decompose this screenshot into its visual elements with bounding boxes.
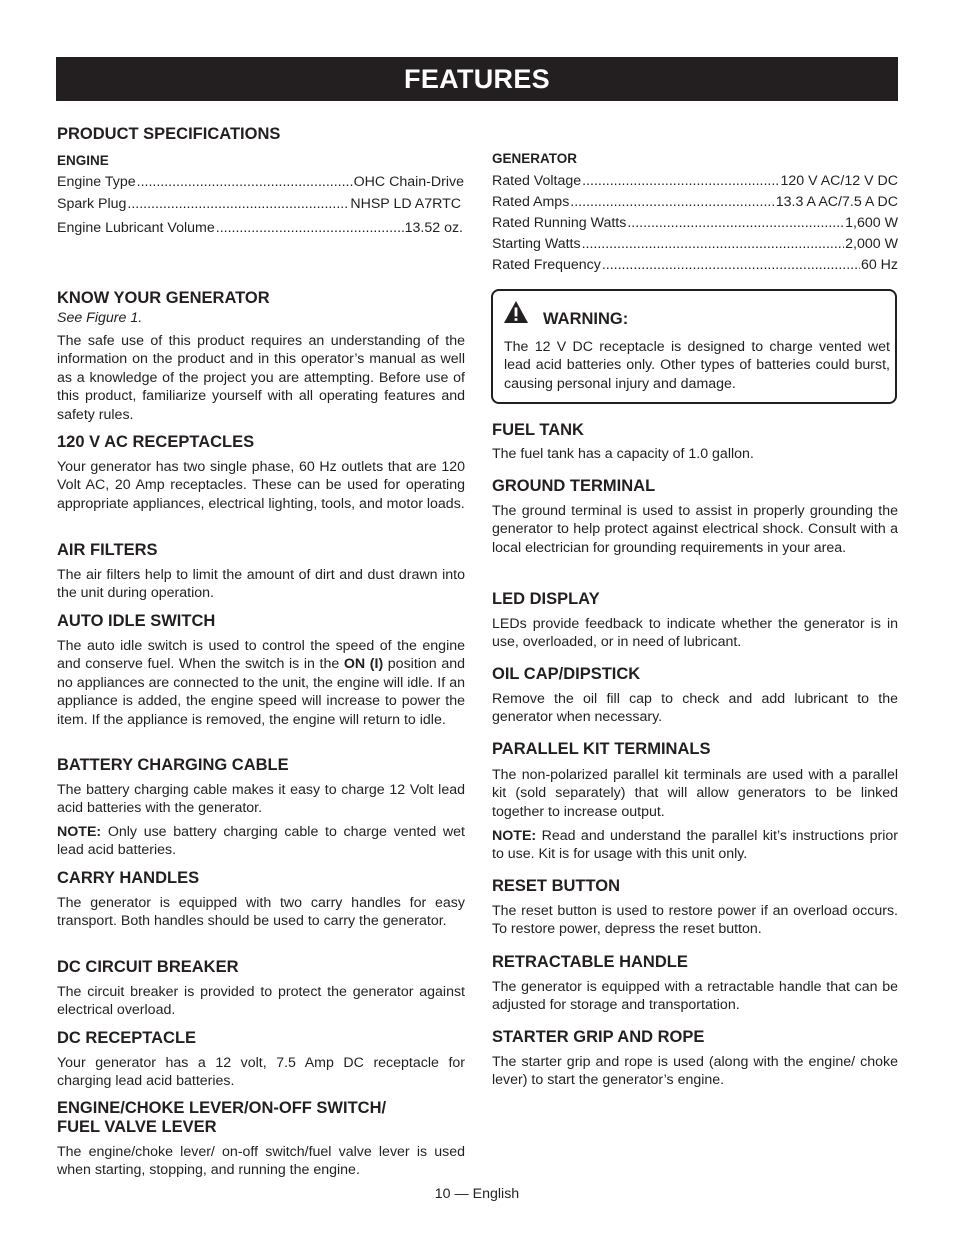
fuel-heading: FUEL TANK — [492, 421, 584, 439]
starter-heading: STARTER GRIP AND ROPE — [492, 1028, 705, 1046]
leader-dots — [602, 256, 860, 274]
fuel-text: The fuel tank has a capacity of 1.0 gallon. — [492, 446, 754, 462]
spec-value: OHC Chain-Drive — [353, 174, 464, 190]
leader-dots — [627, 214, 844, 232]
ac-text: Your generator has two single phase, 60 Hz outlets that are 120 Volt AC, 20 Amp receptacles. These can be used for operating appropriate appliances, electrical lighting, tools, and motor loads. — [57, 459, 465, 512]
spec-label: Rated Frequency — [492, 257, 601, 273]
generator-heading: GENERATOR — [492, 151, 578, 166]
idle-text: The auto idle switch is used to control the speed of the engine and conserve fuel. When the switch is in the ON (I) position and no appliances are connected to the unit, the engine will idle. If an appliance is added, the engine speed will increase to power the item. If the appliance is removed, the engine will return to idle. — [57, 638, 465, 728]
air-text: The air filters help to limit the amount of dirt and dust drawn into the unit during operation. — [57, 567, 465, 602]
spec-label: Engine Type — [57, 174, 136, 190]
figure-reference: See Figure 1. — [57, 310, 143, 326]
spec-label: Rated Running Watts — [492, 215, 627, 231]
spec-label: Rated Amps — [492, 194, 570, 210]
dc-heading: DC RECEPTACLE — [57, 1029, 197, 1047]
ground-text: The ground terminal is used to assist in properly grounding the generator to help protect against electrical shock. Consult with a local electrician for grounding requirements in your area. — [492, 503, 898, 556]
air-heading: AIR FILTERS — [57, 541, 158, 559]
battery-heading: BATTERY CHARGING CABLE — [57, 756, 289, 774]
starter-text: The starter grip and rope is used (along with the engine/ choke lever) to start the generator’s engine. — [492, 1054, 898, 1089]
parallel-note: NOTE: Read and understand the parallel kit’s instructions prior to use. Kit is for usage with this unit only. — [492, 828, 898, 863]
choke-heading: ENGINE/CHOKE LEVER/ON-OFF SWITCH/ FUEL VALVE LEVER — [57, 1099, 387, 1136]
ground-heading: GROUND TERMINAL — [492, 477, 656, 495]
right-column — [492, 0, 898, 1235]
retract-heading: RETRACTABLE HANDLE — [492, 953, 688, 971]
spec-value: 120 V AC/12 V DC — [780, 173, 898, 189]
battery-text: The battery charging cable makes it easy to charge 12 Volt lead acid batteries with the generator. — [57, 782, 465, 817]
leader-dots — [127, 195, 349, 213]
carry-heading: CARRY HANDLES — [57, 869, 200, 887]
spec-value: 60 Hz — [860, 257, 898, 273]
oil-heading: OIL CAP/DIPSTICK — [492, 665, 641, 683]
spec-row-lubricant-volume — [57, 219, 463, 237]
leader-dots — [137, 173, 353, 191]
spec-value: NHSP LD A7RTC — [350, 196, 461, 212]
note-label: NOTE: — [57, 824, 102, 840]
know-heading: KNOW YOUR GENERATOR — [57, 289, 270, 307]
retract-text: The generator is equipped with a retractable handle that can be adjusted for storage and transportation. — [492, 979, 898, 1014]
led-heading: LED DISPLAY — [492, 590, 600, 608]
engine-heading: ENGINE — [57, 153, 109, 168]
know-text: The safe use of this product requires an understanding of the information on the product and in this operator’s manual as well as a knowledge of the project you are attempting. Before use of this product, familiarize yourself with all operating features and safety rules. — [57, 333, 465, 423]
battery-note: NOTE: Only use battery charging cable to charge vented wet lead acid batteries. — [57, 824, 465, 859]
spec-row-running-watts — [492, 214, 898, 232]
warning-text: The 12 V DC receptacle is designed to charge vented wet lead acid batteries only. Other types of batteries could burst, causing personal injury and damage. — [504, 339, 890, 392]
spec-row-rated-voltage — [492, 172, 898, 190]
oil-text: Remove the oil fill cap to check and add lubricant to the generator when necessary. — [492, 691, 898, 726]
leader-dots — [570, 193, 774, 211]
reset-heading: RESET BUTTON — [492, 877, 621, 895]
spec-value: 1,600 W — [845, 215, 898, 231]
breaker-heading: DC CIRCUIT BREAKER — [57, 958, 239, 976]
spec-row-rated-amps — [492, 193, 898, 211]
ac-heading: 120 V AC RECEPTACLES — [57, 433, 255, 451]
spec-row-rated-frequency — [492, 256, 898, 274]
spec-label: Starting Watts — [492, 236, 581, 252]
spec-row-engine-type — [57, 173, 464, 191]
on-switch-label: ON (I) — [343, 656, 384, 673]
spec-row-starting-watts — [492, 235, 898, 253]
dc-text: Your generator has a 12 volt, 7.5 Amp DC receptacle for charging lead acid batteries. — [57, 1055, 465, 1090]
leader-dots — [582, 235, 845, 253]
idle-heading: AUTO IDLE SWITCH — [57, 612, 216, 630]
parallel-heading: PARALLEL KIT TERMINALS — [492, 740, 711, 758]
left-column — [57, 0, 465, 1235]
leader-dots — [216, 219, 404, 237]
breaker-text: The circuit breaker is provided to protect the generator against electrical overload. — [57, 984, 465, 1019]
page-footer: 10 — English — [434, 1186, 520, 1202]
led-text: LEDs provide feedback to indicate whether the generator is in use, overloaded, or in need of lubricant. — [492, 616, 898, 651]
warning-box — [491, 289, 897, 404]
spec-label: Spark Plug — [57, 196, 127, 212]
parallel-text: The non-polarized parallel kit terminals are used with a parallel kit (sold separately) that will allow generators to be linked together to increase output. — [492, 767, 898, 820]
carry-text: The generator is equipped with two carry handles for easy transport. Both handles should be used to carry the generator. — [57, 895, 465, 930]
spec-value: 13.3 A AC/7.5 A DC — [775, 194, 898, 210]
spec-row-spark-plug — [57, 195, 461, 213]
warning-title: WARNING: — [543, 310, 629, 328]
reset-text: The reset button is used to restore power if an overload occurs. To restore power, depress the reset button. — [492, 903, 898, 938]
note-label: NOTE: — [492, 828, 537, 844]
spec-label: Rated Voltage — [492, 173, 582, 189]
specs-heading: PRODUCT SPECIFICATIONS — [57, 125, 281, 143]
leader-dots — [582, 172, 779, 190]
spec-value: 2,000 W — [845, 236, 898, 252]
page-title: FEATURES — [404, 63, 550, 94]
warning-triangle-icon — [503, 300, 529, 324]
choke-text: The engine/choke lever/ on-off switch/fuel valve lever is used when starting, stopping, and running the engine. — [57, 1144, 465, 1179]
spec-label: Engine Lubricant Volume — [57, 220, 215, 236]
spec-value: 13.52 oz. — [404, 220, 463, 236]
